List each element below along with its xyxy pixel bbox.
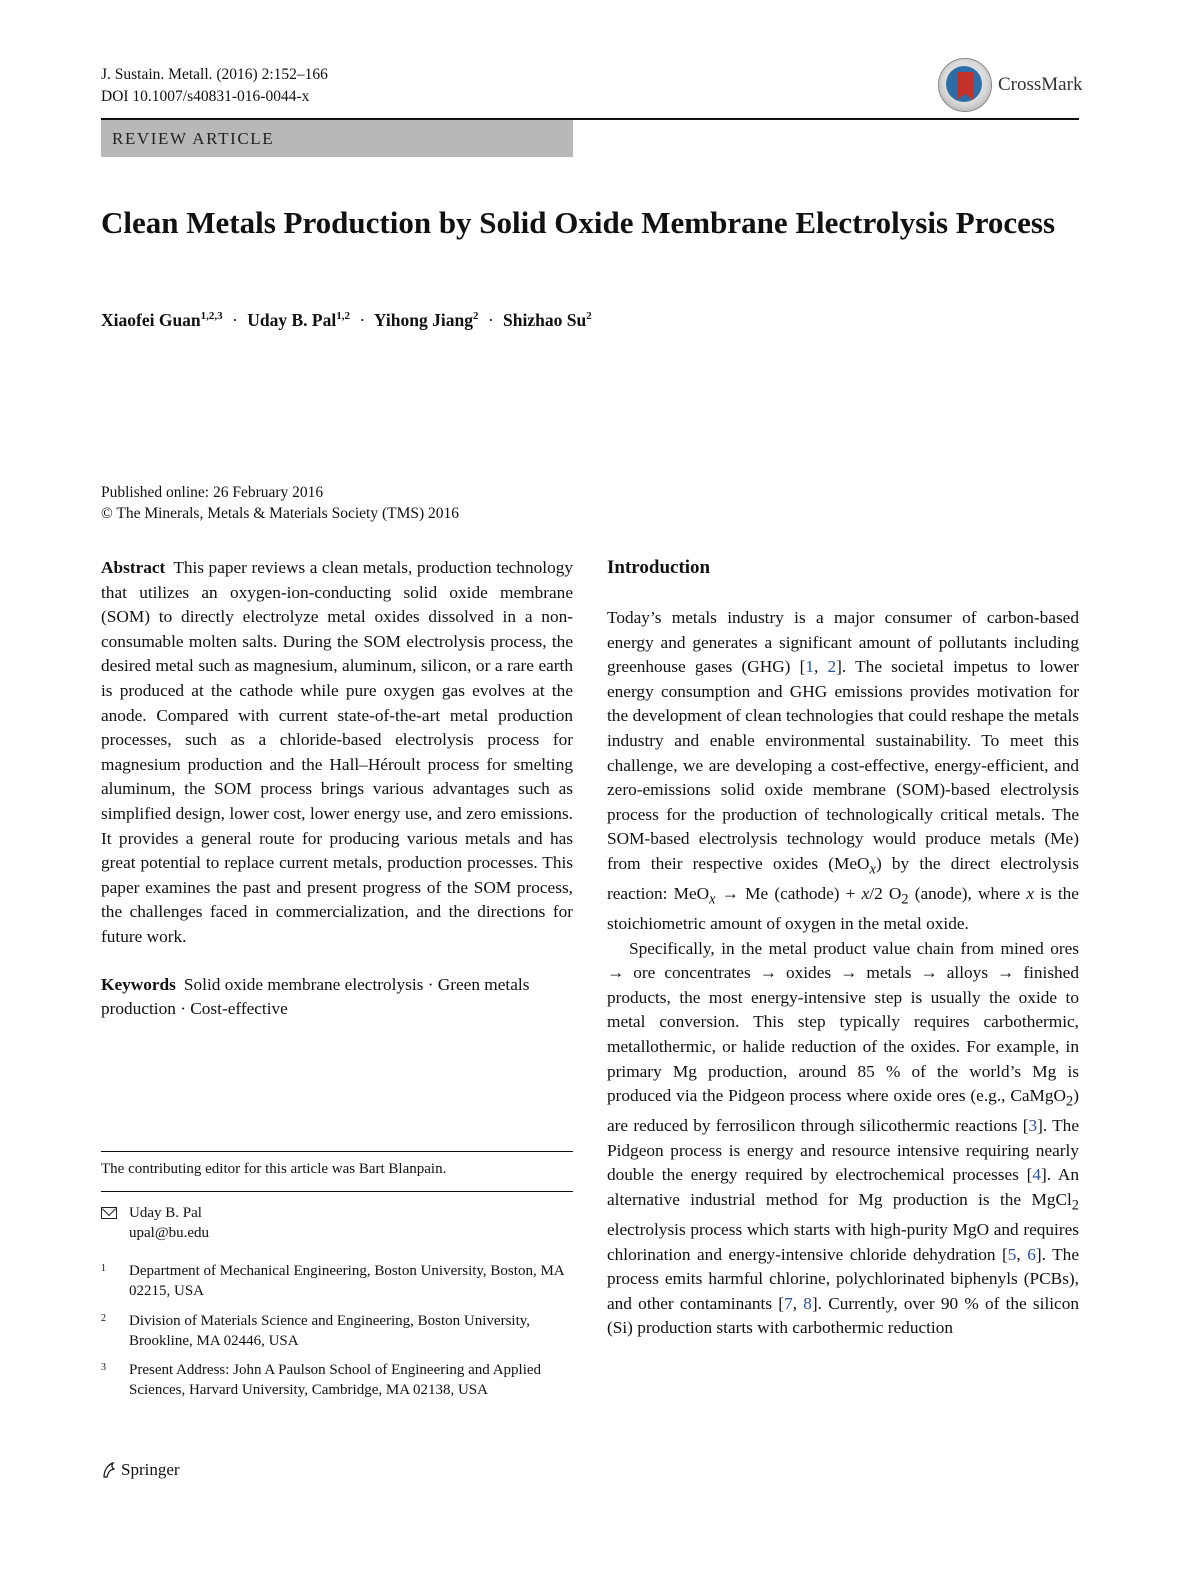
article-title: Clean Metals Production by Solid Oxide Membrane Electrolysis Process [101,205,1056,240]
abstract-text: This paper reviews a clean metals, production technology that utilizes an oxygen-ion-conducting solid oxide membrane (SOM) to directly electrolyze metal oxides dissolved in a non-consumable molten salts. During the SOM electrolysis process, the desired metal such as magnesium, aluminum, silicon, or a rare earth is produced at the cathode while pure oxygen gas evolves at the anode. Compared with current state-of-the-art metal production processes, such as a chloride-based electrolysis process for magnesium production and the Hall–Héroult process for smelting aluminum, the SOM process brings various advantages such as simplified design, lower cost, lower energy use, and zero emissions. It provides a general route for producing various metals and has great potential to replace current metals, production processes. This paper examines the past and present progress of the SOM process, the challenges faced in commercialization, and the directions for future work. [101,558,573,946]
author-list [101,310,592,331]
text-run: , [814,657,828,677]
citation-link[interactable]: 5 [1007,1244,1017,1264]
subscript: x [709,891,716,908]
springer-horse-icon [101,1461,117,1479]
crossmark-logo[interactable] [938,58,1082,112]
citation-link[interactable]: 8 [803,1293,812,1313]
crossmark-icon [938,58,992,112]
right-column [607,556,1079,1341]
crossmark-label: CrossMark [998,74,1083,95]
affiliation [101,1262,573,1301]
author-name[interactable]: Xiaofei Guan [101,310,201,330]
abstract [101,556,573,950]
intro-paragraph [607,606,1079,937]
author-name[interactable]: Yihong Jiang [373,310,473,330]
text-run: , [792,1293,804,1313]
affiliation-number: 3 [101,1362,106,1373]
citation-link[interactable]: 4 [1032,1165,1041,1185]
author-affiliation-marker: 2 [586,310,592,323]
text-run: ]. The process emits harmful chlorine, polychlorinated biphenyls (PCBs), and other contaminants [ [607,1244,1079,1313]
text-run: is the stoichiometric amount of oxygen in the metal oxide. [607,883,1079,934]
article-type-banner: REVIEW ARTICLE [101,120,573,157]
text-run: → Me (cathode) + [715,883,862,903]
author-separator: · [487,310,494,330]
text-run: ]. The Pidgeon process is energy and resource intensive requiring nearly double the energy required by electrochemical processes [ [607,1116,1079,1185]
journal-info [101,64,328,108]
citation-link[interactable]: 2 [827,657,837,677]
citation-link[interactable]: 3 [1028,1116,1038,1136]
text-run: ]. An alternative industrial method for Mg production is the MgCl [607,1165,1079,1210]
author-separator: · [359,310,366,330]
variable: x [1026,883,1035,903]
abstract-label: Abstract [101,558,166,577]
subscript: 2 [1071,1197,1079,1214]
intro-paragraph [607,937,1079,1341]
publisher-name: Springer [121,1460,180,1479]
keywords [101,973,573,1022]
citation-link[interactable]: 1 [805,657,815,677]
text-run: (anode), where [908,883,1027,903]
citation-link[interactable]: 7 [784,1293,793,1313]
keywords-label: Keywords [101,974,176,994]
author-name[interactable]: Shizhao Su [503,310,587,330]
subscript: 2 [901,891,909,908]
affiliation-number: 1 [101,1263,106,1274]
corresponding-author [101,1203,209,1243]
publication-info [101,482,459,524]
author-separator: · [232,310,238,330]
journal-citation: J. Sustain. Metall. (2016) 2:152–166 [101,66,328,83]
subscript: 2 [1066,1093,1074,1110]
affiliation-text: Department of Mechanical Engineering, Boston University, Boston, MA 02215, USA [129,1263,564,1299]
text-run: ) by the direct electrolysis reaction: MeO [607,853,1079,903]
affiliation [101,1361,573,1400]
left-column [101,556,573,1022]
subscript: x [869,861,876,878]
affiliation [101,1312,573,1351]
text-run: Specifically, in the metal product value chain from mined ores → ore concentrates → oxides → metals → alloys → finished products, the most energy-intensive step is usually the oxide to metal conversion. This step typically requires carbothermic, metallothermic, or halide reduction of the oxides. For example, in primary Mg production, around 85 % of the world’s Mg is produced via the Pidgeon process where oxide ores (e.g., CaMgO [607,938,1079,1106]
contact-email[interactable]: upal@bu.edu [129,1225,210,1241]
footnote-rule [101,1151,573,1152]
keywords-text: Solid oxide membrane electrolysis · Green metals production · Cost-effective [101,974,530,1019]
text-run: Today’s metals industry is a major consumer of carbon-based energy and generates a significant amount of pollutants including greenhouse gases (GHG) [ [607,608,1079,677]
affiliation-text: Present Address: John A Paulson School of Engineering and Applied Sciences, Harvard University, Cambridge, MA 02138, USA [129,1362,542,1398]
contact-name: Uday B. Pal [129,1205,202,1221]
editor-note: The contributing editor for this article was Bart Blanpain. [101,1161,447,1177]
citation-link[interactable]: 6 [1027,1244,1036,1264]
copyright-line: © The Minerals, Metals & Materials Society (TMS) 2016 [101,505,460,522]
envelope-icon [101,1207,117,1219]
affiliation-number: 2 [101,1313,106,1324]
text-run: ]. Currently, over 90 % of the silicon (Si) production starts with carbothermic reduction [607,1293,1080,1338]
doi[interactable]: DOI 10.1007/s40831-016-0044-x [101,88,310,105]
affiliation-text: Division of Materials Science and Engineering, Boston University, Brookline, MA 02446, USA [129,1313,531,1349]
variable: x [861,883,870,903]
author-affiliation-marker: 1,2,3 [200,310,223,323]
publisher-logo [101,1460,180,1480]
author-affiliation-marker: 1,2 [336,310,350,323]
text-run: ) are reduced by ferrosilicon through silicothermic reactions [ [607,1086,1079,1136]
section-heading: Introduction [607,557,711,578]
text-run: ]. The societal impetus to lower energy consumption and GHG emissions provides motivation for the development of clean technologies that could reshape the metals industry and enable environmental sustainability. To meet this challenge, we are developing a cost-effective, energy-efficient, and zero-emissions solid oxide membrane (SOM)-based electrolysis process for the production of technologically critical metals. The SOM-based electrolysis technology would produce metals (Me) from their respective oxides (MeO [607,657,1079,873]
author-affiliation-marker: 2 [472,310,479,323]
text-run: /2 O [869,883,902,903]
footnote-rule [101,1191,573,1192]
author-name[interactable]: Uday B. Pal [247,310,337,330]
published-date: Published online: 26 February 2016 [101,484,324,501]
text-run: electrolysis process which starts with high-purity MgO and requires chlorination and energy-intensive chloride dehydration [ [607,1220,1079,1264]
text-run: , [1016,1244,1028,1264]
